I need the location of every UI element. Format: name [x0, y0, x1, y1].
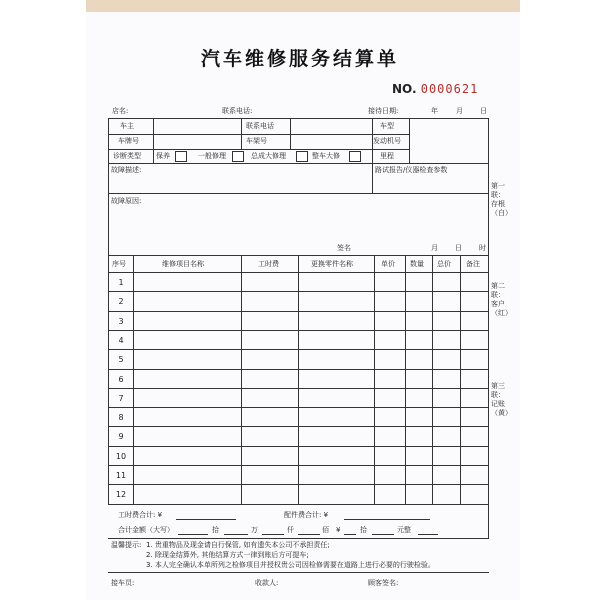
grand-total-line-2 — [224, 534, 248, 535]
table-col-3 — [298, 255, 299, 504]
table-row-number: 7 — [118, 394, 124, 403]
sign-day: 日 — [455, 244, 462, 252]
fault-divider — [372, 163, 373, 193]
fault-description-label: 故障描述: — [111, 166, 142, 174]
maintenance-checkbox[interactable] — [175, 151, 187, 162]
copy-label-1: 第一联：存根（白） — [491, 182, 512, 217]
header-total-price: 总价 — [437, 260, 451, 268]
frame-right — [488, 118, 489, 538]
parts-total-label: 配件费合计: ¥ — [284, 511, 329, 519]
contact-phone-label: 联系电话 — [246, 122, 274, 130]
grand-total-line-6 — [372, 534, 394, 535]
assembly-overhaul-label: 总成大修理 — [251, 152, 286, 160]
info-col-2 — [241, 118, 242, 149]
general-repair-label: 一般修理 — [198, 152, 226, 160]
note-1: 1. 贵重物品及现金请自行保管, 如有遗失本公司不承担责任; — [146, 541, 330, 549]
table-row-number: 11 — [115, 471, 127, 480]
info-line-3 — [108, 163, 489, 164]
unit-yuan-zheng: 元整 — [397, 526, 411, 534]
info-col-1 — [153, 118, 154, 163]
parts-total-line — [344, 519, 430, 520]
table-col-7 — [460, 255, 461, 504]
table-row-number: 8 — [118, 413, 124, 422]
note-3: 3. 本人完全确认本单所列之检修项目并授权贵公司因检修需要在道路上进行必要的行驶检验。 — [146, 561, 435, 569]
mileage-label: 里程 — [380, 152, 394, 160]
table-row-number: 10 — [115, 452, 127, 461]
table-col-2 — [241, 255, 242, 504]
header-part-name: 更换零件名称 — [311, 260, 353, 268]
info-col-5 — [409, 118, 410, 163]
receiver-label: 接车员: — [111, 579, 135, 587]
header-remarks: 备注 — [466, 260, 480, 268]
owner-label: 车主 — [120, 122, 134, 130]
table-col-5 — [405, 255, 406, 504]
sign-time: 时 — [479, 244, 486, 252]
header-labor-fee: 工时费 — [258, 260, 279, 268]
phone-label: 联系电话: — [222, 107, 253, 115]
labor-total-label: 工时费合计: ¥ — [118, 511, 163, 519]
date-month: 月 — [456, 107, 463, 115]
header-unit-price: 单价 — [381, 260, 395, 268]
unit-bai: 佰 — [322, 526, 329, 534]
assembly-overhaul-checkbox[interactable] — [296, 151, 308, 162]
table-row-number: 4 — [118, 336, 124, 345]
notes-heading: 温馨提示: — [111, 541, 142, 549]
sign-month: 月 — [431, 244, 438, 252]
info-col-3 — [290, 118, 291, 149]
fault-cause-label: 故障原因: — [111, 197, 142, 205]
table-row-number: 1 — [118, 278, 124, 287]
table-row-line — [108, 504, 489, 505]
unit-wan: 万 — [251, 526, 258, 534]
grand-total-line-3 — [262, 534, 284, 535]
table-col-1 — [133, 255, 134, 504]
table-row-number: 9 — [118, 432, 124, 441]
serial-number-value: 0000621 — [420, 82, 479, 96]
table-row-number: 5 — [118, 355, 124, 364]
unit-shi-1: 拾 — [212, 526, 219, 534]
notes-top-line — [108, 538, 489, 539]
header-index: 序号 — [112, 260, 126, 268]
grand-total-label: 合计金额（大写） — [118, 526, 174, 534]
date-day: 日 — [480, 107, 487, 115]
copy-label-2: 第二联：客户（红） — [491, 282, 512, 317]
unit-qian: 仟 — [287, 526, 294, 534]
engine-label: 发动机号 — [373, 137, 401, 145]
road-test-report-label: 路试报告/仪器检查参数 — [375, 166, 448, 174]
unit-shi-2: 拾 — [360, 526, 367, 534]
grand-total-line-5 — [344, 534, 356, 535]
customer-sign-label: 顾客签名: — [368, 579, 399, 587]
payee-label: 收款人: — [255, 579, 279, 587]
sign-label: 签名 — [337, 244, 351, 252]
table-row-number: 2 — [118, 297, 124, 306]
table-row-number: 6 — [118, 375, 124, 384]
maintenance-label: 保养 — [156, 152, 170, 160]
notes-bottom-line — [108, 572, 489, 573]
grand-total-line-7 — [418, 534, 438, 535]
yuan-symbol: ¥ — [336, 526, 341, 534]
table-col-6 — [432, 255, 433, 504]
header-quantity: 数量 — [410, 260, 424, 268]
plate-label: 车牌号 — [118, 137, 139, 145]
vehicle-overhaul-label: 整车大修 — [312, 152, 340, 160]
vehicle-overhaul-checkbox[interactable] — [349, 151, 361, 162]
header-repair-item: 维修项目名称 — [162, 260, 204, 268]
diagnosis-type-label: 诊断类型 — [113, 152, 141, 160]
general-repair-checkbox[interactable] — [232, 151, 244, 162]
info-top-line — [108, 118, 489, 119]
shop-name-label: 店名: — [112, 107, 129, 115]
grand-total-line-4 — [298, 534, 320, 535]
table-row-number: 3 — [118, 317, 124, 326]
model-label: 车型 — [380, 122, 394, 130]
serial-number — [392, 82, 478, 96]
frame-label: 车架号 — [246, 137, 267, 145]
copy-label-3: 第三联：记账（黄） — [491, 382, 512, 417]
labor-total-line — [176, 519, 236, 520]
serial-number-prefix: NO. — [392, 82, 417, 96]
note-2: 2. 除现金结算外, 其他结算方式一律到账后方可提车; — [146, 551, 309, 559]
fault-line — [108, 193, 489, 194]
table-row-number: 12 — [115, 490, 127, 499]
date-year: 年 — [431, 107, 438, 115]
table-col-4 — [374, 255, 375, 504]
reception-date-label: 接待日期: — [368, 107, 399, 115]
grand-total-line-1 — [178, 534, 208, 535]
form-title: 汽车维修服务结算单 — [200, 48, 399, 70]
